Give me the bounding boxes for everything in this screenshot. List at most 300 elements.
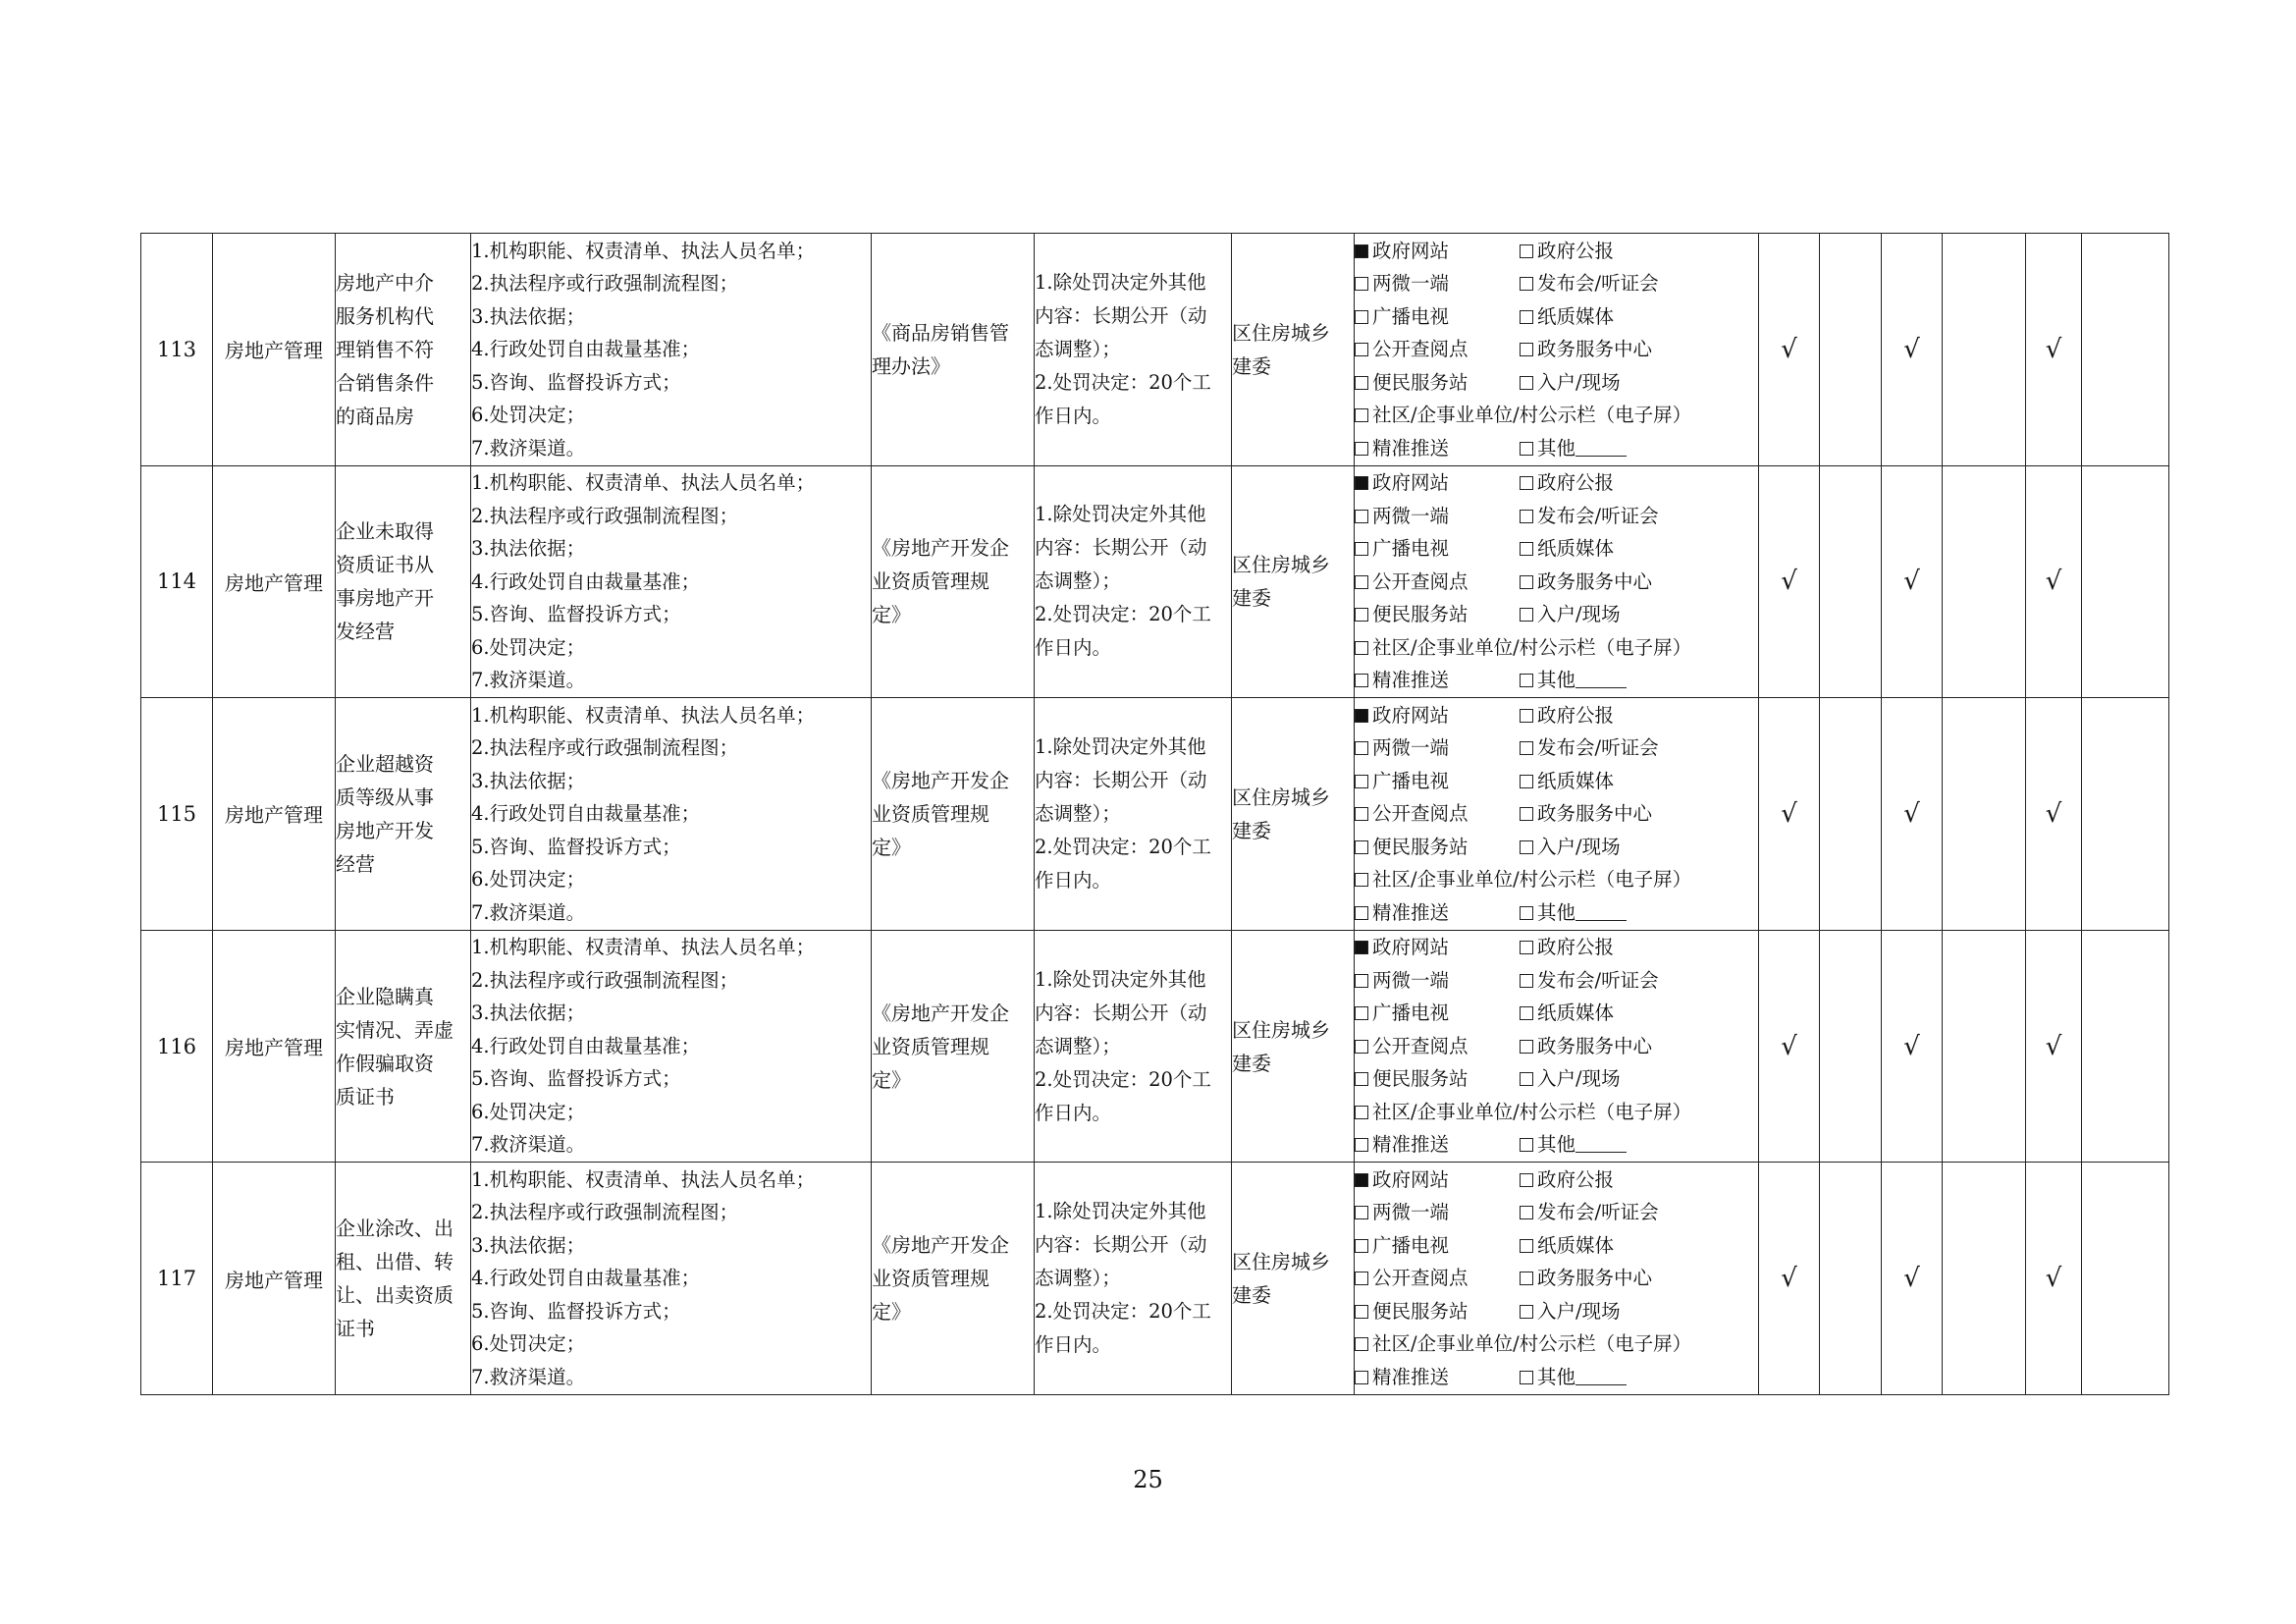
channel-other-label: 其他: [1537, 669, 1576, 692]
channel-line: [1355, 432, 1758, 465]
channel-col-2: [1520, 896, 1627, 930]
unchecked-box-icon: [1520, 343, 1533, 356]
content-line: 4.行政处罚自由裁量基准；: [471, 569, 701, 593]
item-line: 的商品房: [336, 404, 414, 428]
channel-gov-gazette-label: 政府公报: [1537, 936, 1615, 959]
empty-cell: [1943, 930, 2026, 1163]
other-blank-underline: [1575, 904, 1627, 921]
channel-col-2: [1520, 731, 1659, 765]
content-line: 5.咨询、监督投诉方式；: [471, 1067, 681, 1091]
unchecked-box-icon: [1520, 575, 1533, 589]
disclosure-channels-cell: [1355, 465, 1759, 698]
checked-box-icon: [1355, 244, 1368, 258]
empty-cell: [1820, 698, 1882, 931]
channel-wechat-weibo-label: 两微一端: [1372, 504, 1450, 527]
channel-door-to-door: [1520, 1300, 1621, 1323]
channel-print-media-label: 纸质媒体: [1537, 1001, 1615, 1025]
period-line: 作日内。: [1035, 404, 1112, 427]
unchecked-box-icon: [1355, 674, 1368, 687]
channel-press-hearing-label: 发布会/听证会: [1537, 272, 1659, 296]
disclosure-period-cell: [1035, 698, 1232, 931]
channel-col-1: [1355, 1295, 1520, 1328]
channel-line: [1355, 964, 1758, 998]
unchecked-box-icon: [1355, 510, 1368, 523]
legal-basis-cell: [872, 465, 1035, 698]
channel-service-center: [1520, 570, 1652, 593]
channel-col-2: [1520, 997, 1614, 1030]
content-line: 2.执法程序或行政强制流程图；: [471, 968, 739, 992]
channel-col-2: [1520, 532, 1614, 566]
category-cell: 房地产管理: [213, 234, 336, 466]
channel-col-2: [1520, 235, 1614, 268]
channel-print-media: [1520, 305, 1614, 328]
disclosure-item-cell: [336, 465, 471, 698]
unchecked-box-icon: [1520, 1040, 1533, 1054]
item-line: 资质证书从: [336, 553, 434, 577]
channel-press-hearing-label: 发布会/听证会: [1537, 736, 1659, 760]
content-line: 5.咨询、监督投诉方式；: [471, 835, 681, 858]
channel-public-reading: [1355, 570, 1468, 593]
basis-line: 业资质管理规: [872, 569, 989, 594]
channel-service-station: [1355, 603, 1468, 625]
channel-service-station-label: 便民服务站: [1372, 835, 1468, 858]
channel-gov-gazette: [1520, 240, 1614, 262]
checkmark-cell: √: [1882, 698, 1943, 931]
disclosure-period-cell: [1035, 465, 1232, 698]
table-row: [141, 698, 2169, 931]
period-line: 1.除处罚决定外其他: [1035, 503, 1206, 526]
empty-cell: [2082, 698, 2169, 931]
subject-line: 区住房城乡: [1232, 553, 1330, 577]
unchecked-box-icon: [1520, 310, 1533, 324]
channel-gov-site-label: 政府网站: [1372, 239, 1450, 262]
channel-press-hearing: [1520, 969, 1659, 992]
channel-col-2: [1520, 366, 1621, 400]
content-line: 2.执法程序或行政强制流程图；: [471, 504, 739, 527]
category-cell: 房地产管理: [213, 1163, 336, 1395]
channel-print-media-label: 纸质媒体: [1537, 769, 1615, 792]
unchecked-box-icon: [1355, 906, 1368, 920]
channel-service-station-label: 便民服务站: [1372, 1299, 1468, 1323]
disclosure-table-container: [140, 233, 2168, 1395]
unchecked-box-icon: [1355, 1072, 1368, 1086]
checkmark-cell: √: [2026, 465, 2082, 698]
channel-service-center-label: 政务服务中心: [1537, 338, 1653, 361]
empty-cell: [1943, 234, 2026, 466]
channel-precise-push: [1355, 669, 1449, 691]
channel-broadcast-tv: [1355, 770, 1449, 792]
channel-public-reading-label: 公开查阅点: [1372, 1034, 1468, 1057]
channel-public-reading: [1355, 1035, 1468, 1057]
channel-other: [1520, 1366, 1575, 1388]
unchecked-box-icon: [1355, 873, 1368, 887]
unchecked-box-icon: [1355, 1337, 1368, 1351]
channel-col-1: [1355, 1062, 1520, 1096]
channel-gov-site-label: 政府网站: [1372, 1167, 1450, 1191]
unchecked-box-icon: [1520, 244, 1533, 258]
item-line: 证书: [336, 1317, 375, 1341]
channel-line: [1355, 1262, 1758, 1295]
channel-col-2: [1520, 1196, 1659, 1229]
channel-line: [1355, 598, 1758, 631]
content-line: 6.处罚决定；: [471, 868, 586, 892]
channel-line: [1355, 997, 1758, 1030]
unchecked-box-icon: [1355, 1239, 1368, 1253]
channel-print-media-label: 纸质媒体: [1537, 1233, 1615, 1257]
channel-gov-gazette: [1520, 1168, 1614, 1191]
unchecked-box-icon: [1520, 442, 1533, 456]
channel-other-label: 其他: [1537, 1365, 1576, 1388]
channel-line: [1355, 1096, 1758, 1129]
channel-service-station-label: 便民服务站: [1372, 603, 1468, 626]
channel-line: [1355, 931, 1758, 964]
subject-line: 建委: [1232, 586, 1271, 611]
channel-bulletin: [1355, 399, 1691, 432]
empty-cell: [1820, 465, 1882, 698]
channel-col-2: [1520, 267, 1659, 300]
period-line: 1.除处罚决定外其他: [1035, 1200, 1206, 1223]
channel-press-hearing: [1520, 1201, 1659, 1223]
channel-gov-site: [1355, 1168, 1449, 1191]
channel-service-station: [1355, 371, 1468, 394]
checkmark-cell: √: [2026, 698, 2082, 931]
channel-col-1: [1355, 1164, 1520, 1197]
channel-col-1: [1355, 1361, 1520, 1394]
responsible-subject-cell: [1232, 1163, 1355, 1395]
channel-col-1: [1355, 1128, 1520, 1162]
channel-line: [1355, 1164, 1758, 1197]
channel-col-2: [1520, 964, 1659, 998]
channel-bulletin-label: 社区/企事业单位/村公示栏（电子屏）: [1372, 404, 1692, 427]
channel-line: [1355, 532, 1758, 566]
channel-broadcast-tv-label: 广播电视: [1372, 537, 1450, 561]
channel-public-reading: [1355, 1267, 1468, 1289]
item-line: 质证书: [336, 1084, 395, 1109]
checkmark-cell: √: [1759, 465, 1820, 698]
unchecked-box-icon: [1520, 775, 1533, 788]
channel-col-2: [1520, 1128, 1627, 1162]
basis-line: 《商品房销售管: [872, 320, 1009, 345]
channel-door-to-door: [1520, 836, 1621, 858]
channel-col-2: [1520, 432, 1627, 465]
channel-col-1: [1355, 831, 1520, 864]
channel-door-to-door-label: 入户/现场: [1537, 370, 1621, 394]
unchecked-box-icon: [1520, 974, 1533, 988]
channel-line: [1355, 466, 1758, 500]
channel-line: [1355, 566, 1758, 599]
checkmark-cell: √: [1882, 930, 1943, 1163]
disclosure-content-cell: [471, 465, 872, 698]
table-row: [141, 465, 2169, 698]
basis-line: 定》: [872, 835, 911, 859]
unchecked-box-icon: [1520, 1173, 1533, 1187]
unchecked-box-icon: [1355, 408, 1368, 422]
item-line: 服务机构代: [336, 303, 434, 328]
channel-col-2: [1520, 333, 1652, 366]
channel-service-center-label: 政务服务中心: [1537, 1034, 1653, 1057]
item-line: 合销售条件: [336, 370, 434, 395]
empty-cell: [1943, 1163, 2026, 1395]
unchecked-box-icon: [1520, 1371, 1533, 1384]
channel-col-2: [1520, 466, 1614, 500]
category-cell: 房地产管理: [213, 930, 336, 1163]
channel-col-2: [1520, 664, 1627, 697]
channel-col-2: [1520, 831, 1621, 864]
unchecked-box-icon: [1520, 277, 1533, 291]
channel-line: [1355, 699, 1758, 732]
item-number: 114: [141, 465, 213, 698]
channel-col-1: [1355, 997, 1520, 1030]
unchecked-box-icon: [1355, 608, 1368, 622]
channel-bulletin: [1355, 863, 1691, 896]
channel-other: [1520, 901, 1575, 924]
unchecked-box-icon: [1355, 775, 1368, 788]
content-line: 7.救济渠道。: [471, 436, 586, 460]
channel-broadcast-tv-label: 广播电视: [1372, 304, 1450, 328]
channel-col-1: [1355, 1030, 1520, 1063]
channel-other: [1520, 669, 1575, 691]
channel-line: [1355, 267, 1758, 300]
checkmark-cell: √: [2026, 930, 2082, 1163]
period-line: 态调整）；: [1035, 569, 1121, 593]
channel-door-to-door-label: 入户/现场: [1537, 603, 1621, 626]
channel-col-1: [1355, 235, 1520, 268]
channel-precise-push-label: 精准推送: [1372, 669, 1450, 692]
item-number: 116: [141, 930, 213, 1163]
channel-col-1: [1355, 964, 1520, 998]
channel-col-1: [1355, 699, 1520, 732]
content-line: 7.救济渠道。: [471, 669, 586, 692]
channel-gov-site: [1355, 704, 1449, 727]
table-row: [141, 1163, 2169, 1395]
channel-gov-gazette-label: 政府公报: [1537, 239, 1615, 262]
channel-gov-site-label: 政府网站: [1372, 471, 1450, 495]
channel-col-2: [1520, 300, 1614, 334]
checkmark-cell: √: [1759, 234, 1820, 466]
item-line: 租、出借、转: [336, 1250, 454, 1274]
channel-door-to-door: [1520, 1067, 1621, 1090]
other-blank-underline: [1575, 1136, 1627, 1153]
unchecked-box-icon: [1520, 941, 1533, 954]
channel-line: [1355, 863, 1758, 896]
channel-service-station: [1355, 1300, 1468, 1323]
channel-gov-site-label: 政府网站: [1372, 703, 1450, 727]
checkmark-cell: √: [1882, 465, 1943, 698]
unchecked-box-icon: [1520, 510, 1533, 523]
channel-line: [1355, 731, 1758, 765]
channel-wechat-weibo-label: 两微一端: [1372, 272, 1450, 296]
disclosure-period-cell: [1035, 930, 1232, 1163]
channel-broadcast-tv-label: 广播电视: [1372, 769, 1450, 792]
period-line: 作日内。: [1035, 1101, 1112, 1124]
legal-basis-cell: [872, 234, 1035, 466]
subject-line: 区住房城乡: [1232, 320, 1330, 345]
item-line: 作假骗取资: [336, 1051, 434, 1075]
channel-col-1: [1355, 931, 1520, 964]
channel-service-center: [1520, 338, 1652, 360]
channel-press-hearing: [1520, 272, 1659, 295]
checked-box-icon: [1355, 709, 1368, 723]
channel-col-1: [1355, 731, 1520, 765]
channel-col-2: [1520, 931, 1614, 964]
content-line: 2.执法程序或行政强制流程图；: [471, 272, 739, 296]
item-number: 117: [141, 1163, 213, 1395]
channel-line: [1355, 1327, 1758, 1361]
channel-precise-push: [1355, 901, 1449, 924]
content-line: 4.行政处罚自由裁量基准；: [471, 1034, 701, 1057]
channel-door-to-door-label: 入户/现场: [1537, 1067, 1621, 1091]
content-line: 7.救济渠道。: [471, 1133, 586, 1157]
channel-col-1: [1355, 466, 1520, 500]
channel-col-2: [1520, 797, 1652, 831]
content-line: 1.机构职能、权责清单、执法人员名单；: [471, 936, 816, 959]
content-line: 1.机构职能、权责清单、执法人员名单；: [471, 471, 816, 495]
content-line: 5.咨询、监督投诉方式；: [471, 370, 681, 394]
item-number: 115: [141, 698, 213, 931]
channel-other-label: 其他: [1537, 1133, 1576, 1157]
channel-door-to-door: [1520, 371, 1621, 394]
unchecked-box-icon: [1355, 310, 1368, 324]
basis-line: 《房地产开发企: [872, 1001, 1009, 1025]
unchecked-box-icon: [1520, 542, 1533, 556]
channel-col-2: [1520, 1361, 1627, 1394]
channel-col-1: [1355, 1196, 1520, 1229]
channel-print-media: [1520, 770, 1614, 792]
item-line: 房地产开发: [336, 818, 434, 842]
disclosure-table: [140, 233, 2169, 1395]
channel-line: [1355, 631, 1758, 665]
channel-wechat-weibo-label: 两微一端: [1372, 1201, 1450, 1224]
item-line: 企业超越资: [336, 751, 434, 776]
channel-door-to-door-label: 入户/现场: [1537, 835, 1621, 858]
channel-precise-push: [1355, 437, 1449, 460]
item-number: 113: [141, 234, 213, 466]
channel-bulletin-label: 社区/企事业单位/村公示栏（电子屏）: [1372, 1100, 1692, 1123]
channel-col-1: [1355, 797, 1520, 831]
channel-line: [1355, 1128, 1758, 1162]
responsible-subject-cell: [1232, 234, 1355, 466]
channel-service-center: [1520, 1035, 1652, 1057]
period-line: 2.处罚决定：20个工: [1035, 370, 1211, 394]
period-line: 内容：长期公开（动: [1035, 536, 1207, 560]
channel-other: [1520, 437, 1575, 460]
unchecked-box-icon: [1355, 840, 1368, 854]
channel-gov-gazette: [1520, 704, 1614, 727]
unchecked-box-icon: [1355, 641, 1368, 655]
period-line: 内容：长期公开（动: [1035, 1001, 1207, 1024]
basis-line: 业资质管理规: [872, 1267, 989, 1291]
period-line: 2.处罚决定：20个工: [1035, 1300, 1211, 1324]
unchecked-box-icon: [1520, 807, 1533, 821]
channel-public-reading-label: 公开查阅点: [1372, 569, 1468, 593]
channel-line: [1355, 235, 1758, 268]
channel-print-media: [1520, 1234, 1614, 1257]
period-line: 1.除处罚决定外其他: [1035, 967, 1206, 991]
channel-print-media: [1520, 537, 1614, 560]
table-row: [141, 234, 2169, 466]
period-line: 内容：长期公开（动: [1035, 1233, 1207, 1257]
period-line: 1.除处罚决定外其他: [1035, 734, 1206, 758]
channel-door-to-door: [1520, 603, 1621, 625]
subject-line: 建委: [1232, 1283, 1271, 1308]
period-line: 1.除处罚决定外其他: [1035, 270, 1206, 294]
channel-line: [1355, 500, 1758, 533]
unchecked-box-icon: [1520, 906, 1533, 920]
disclosure-channels-cell: [1355, 234, 1759, 466]
content-line: 4.行政处罚自由裁量基准；: [471, 802, 701, 826]
disclosure-item-cell: [336, 698, 471, 931]
channel-service-station-label: 便民服务站: [1372, 1067, 1468, 1091]
period-line: 作日内。: [1035, 868, 1112, 892]
responsible-subject-cell: [1232, 465, 1355, 698]
empty-cell: [1943, 465, 2026, 698]
channel-wechat-weibo: [1355, 736, 1449, 759]
unchecked-box-icon: [1355, 1006, 1368, 1020]
unchecked-box-icon: [1520, 741, 1533, 755]
channel-gov-site: [1355, 936, 1449, 958]
content-line: 2.执法程序或行政强制流程图；: [471, 736, 739, 760]
channel-precise-push: [1355, 1133, 1449, 1156]
channel-col-1: [1355, 432, 1520, 465]
channel-public-reading-label: 公开查阅点: [1372, 802, 1468, 826]
unchecked-box-icon: [1355, 277, 1368, 291]
channel-bulletin-label: 社区/企事业单位/村公示栏（电子屏）: [1372, 1332, 1692, 1356]
unchecked-box-icon: [1355, 376, 1368, 390]
item-line: 理销售不符: [336, 337, 434, 361]
channel-gov-gazette: [1520, 936, 1614, 958]
channel-broadcast-tv: [1355, 305, 1449, 328]
channel-col-1: [1355, 366, 1520, 400]
item-line: 发经营: [336, 620, 395, 644]
basis-line: 《房地产开发企: [872, 1233, 1009, 1258]
empty-cell: [1820, 1163, 1882, 1395]
content-line: 6.处罚决定；: [471, 404, 586, 427]
basis-line: 定》: [872, 1067, 911, 1092]
empty-cell: [2082, 1163, 2169, 1395]
unchecked-box-icon: [1520, 1006, 1533, 1020]
channel-gov-gazette-label: 政府公报: [1537, 471, 1615, 495]
content-line: 1.机构职能、权责清单、执法人员名单；: [471, 1167, 816, 1191]
disclosure-content-cell: [471, 234, 872, 466]
unchecked-box-icon: [1520, 608, 1533, 622]
disclosure-item-cell: [336, 234, 471, 466]
checked-box-icon: [1355, 1173, 1368, 1187]
channel-line: [1355, 1196, 1758, 1229]
channel-line: [1355, 300, 1758, 334]
item-line: 企业涂改、出: [336, 1217, 454, 1241]
content-line: 6.处罚决定；: [471, 1100, 586, 1123]
unchecked-box-icon: [1520, 1072, 1533, 1086]
channel-col-1: [1355, 598, 1520, 631]
channel-line: [1355, 1030, 1758, 1063]
disclosure-content-cell: [471, 698, 872, 931]
content-line: 6.处罚决定；: [471, 635, 586, 659]
checkmark-cell: √: [2026, 1163, 2082, 1395]
channel-col-1: [1355, 1262, 1520, 1295]
legal-basis-cell: [872, 1163, 1035, 1395]
table-body: [141, 234, 2169, 1395]
item-line: 企业隐瞒真: [336, 984, 434, 1008]
checkmark-cell: √: [1882, 1163, 1943, 1395]
period-line: 2.处罚决定：20个工: [1035, 603, 1211, 626]
other-blank-underline: [1575, 440, 1627, 457]
channel-gov-gazette: [1520, 471, 1614, 494]
channel-precise-push-label: 精准推送: [1372, 1133, 1450, 1157]
page-number: 25: [1133, 1466, 1163, 1493]
legal-basis-cell: [872, 698, 1035, 931]
period-line: 态调整）；: [1035, 1034, 1121, 1057]
subject-line: 区住房城乡: [1232, 785, 1330, 809]
